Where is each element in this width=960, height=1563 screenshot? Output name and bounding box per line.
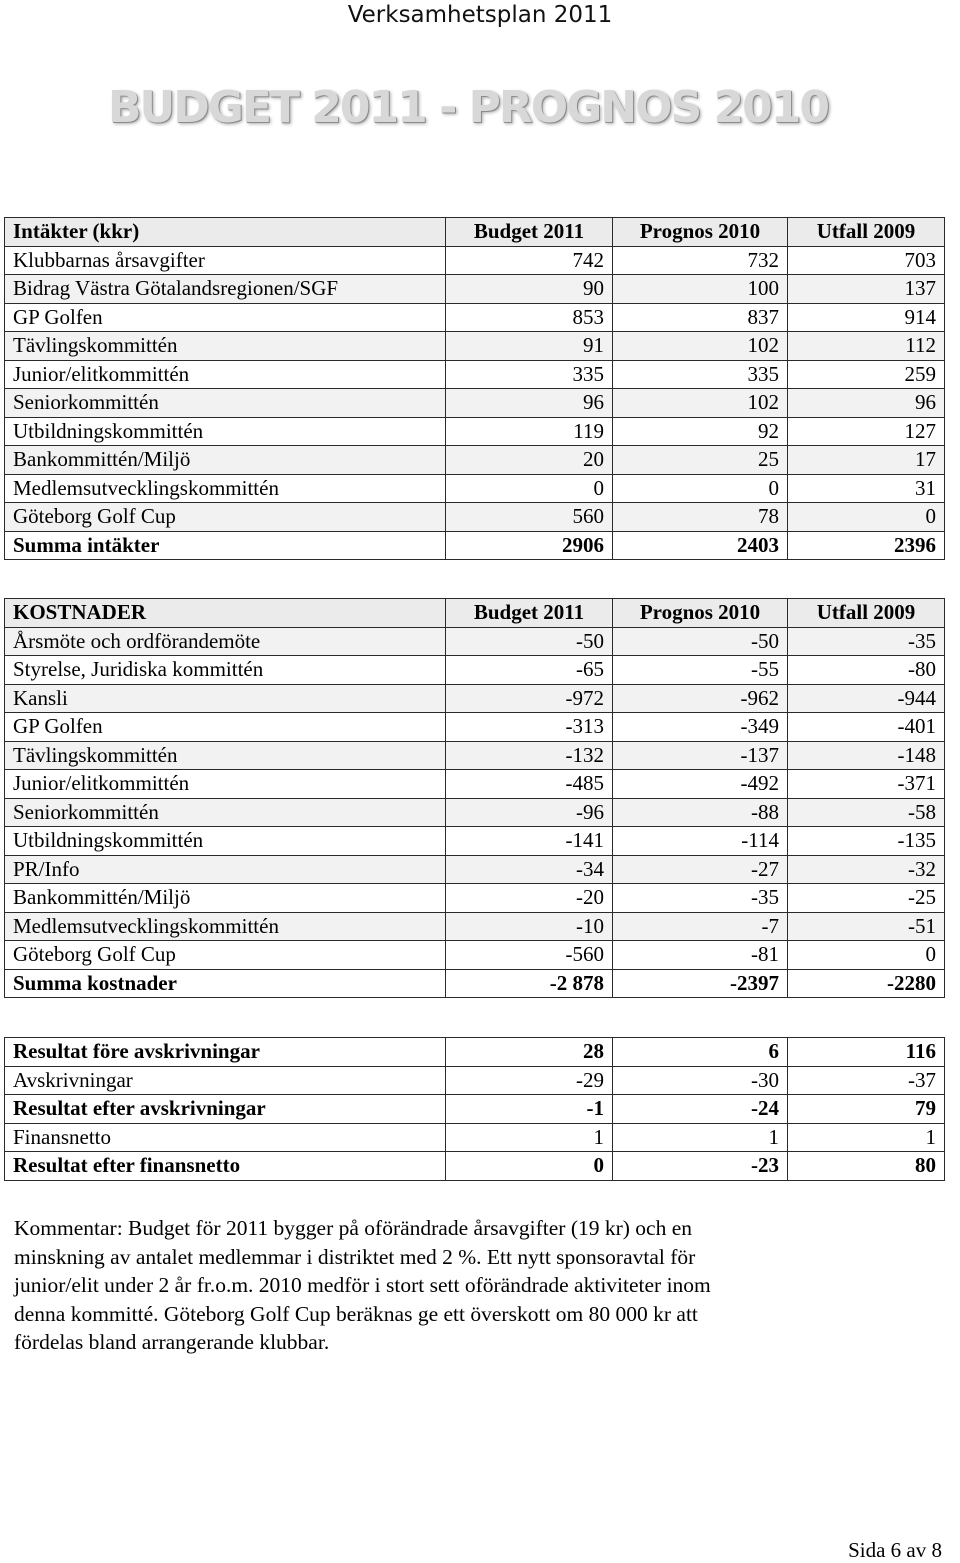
result-row: [5, 1038, 945, 1067]
row-value: 335: [446, 360, 613, 389]
row-value: Utfall 2009: [788, 218, 945, 247]
row-label: GP Golfen: [5, 713, 446, 742]
row-label: Bankommittén/Miljö: [5, 446, 446, 475]
row-value: 0: [788, 503, 945, 532]
comment-line: junior/elit under 2 år fr.o.m. 2010 medför i stort sett oförändrade aktiviteter inom: [14, 1273, 711, 1298]
row-value: -32: [788, 855, 945, 884]
row-label: Klubbarnas årsavgifter: [5, 246, 446, 275]
row-value: 2906: [446, 531, 613, 560]
row-value: -25: [788, 884, 945, 913]
row-label: Junior/elitkommittén: [5, 770, 446, 799]
row-label: Bankommittén/Miljö: [5, 884, 446, 913]
row-value: 137: [788, 275, 945, 304]
table-row: [5, 246, 945, 275]
row-value: -20: [446, 884, 613, 913]
row-value: Budget 2011: [446, 599, 613, 628]
total-row: [5, 969, 945, 998]
row-value: Budget 2011: [446, 218, 613, 247]
results-table: [4, 1037, 945, 1181]
row-value: -944: [788, 684, 945, 713]
comment-line: denna kommitté. Göteborg Golf Cup beräknas ge ett överskott om 80 000 kr att: [14, 1301, 698, 1326]
row-value: -55: [613, 656, 788, 685]
row-label: Utbildningskommittén: [5, 827, 446, 856]
page-title: BUDGET 2011 - PROGNOS 2010: [108, 82, 828, 133]
row-value: -2397: [613, 969, 788, 998]
comment-line: Kommentar: Budget för 2011 bygger på oförändrade årsavgifter (19 kr) och en: [14, 1216, 693, 1240]
row-label: Resultat efter avskrivningar: [5, 1095, 446, 1124]
row-value: 119: [446, 417, 613, 446]
row-label: Årsmöte och ordförandemöte: [5, 627, 446, 656]
row-label: KOSTNADER: [5, 599, 446, 628]
table-row: [5, 332, 945, 361]
row-label: Intäkter (kkr): [5, 218, 446, 247]
row-value: -371: [788, 770, 945, 799]
row-value: 1: [446, 1123, 613, 1152]
table-row: [5, 503, 945, 532]
row-label: Finansnetto: [5, 1123, 446, 1152]
row-value: 112: [788, 332, 945, 361]
row-value: -114: [613, 827, 788, 856]
row-label: GP Golfen: [5, 303, 446, 332]
row-value: -29: [446, 1066, 613, 1095]
row-value: 732: [613, 246, 788, 275]
row-label: Summa kostnader: [5, 969, 446, 998]
row-value: -88: [613, 798, 788, 827]
comment-line: fördelas bland arrangerande klubbar.: [14, 1330, 330, 1355]
row-value: 0: [613, 474, 788, 503]
row-value: 102: [613, 389, 788, 418]
row-value: -35: [613, 884, 788, 913]
row-value: 78: [613, 503, 788, 532]
row-label: Resultat efter finansnetto: [5, 1152, 446, 1181]
row-value: 31: [788, 474, 945, 503]
row-value: 28: [446, 1038, 613, 1067]
table-row: [5, 827, 945, 856]
row-label: Seniorkommittén: [5, 798, 446, 827]
row-value: -132: [446, 741, 613, 770]
table-row: [5, 912, 945, 941]
row-value: 100: [613, 275, 788, 304]
row-value: -96: [446, 798, 613, 827]
row-value: 127: [788, 417, 945, 446]
row-value: -485: [446, 770, 613, 799]
table-row: [5, 656, 945, 685]
row-value: -1: [446, 1095, 613, 1124]
row-value: -37: [788, 1066, 945, 1095]
row-value: 91: [446, 332, 613, 361]
table-row: [5, 798, 945, 827]
row-value: -349: [613, 713, 788, 742]
row-value: Prognos 2010: [613, 599, 788, 628]
row-label: Junior/elitkommittén: [5, 360, 446, 389]
row-value: -34: [446, 855, 613, 884]
row-value: -65: [446, 656, 613, 685]
row-value: -10: [446, 912, 613, 941]
row-value: 92: [613, 417, 788, 446]
row-value: 742: [446, 246, 613, 275]
row-value: -313: [446, 713, 613, 742]
table-row: [5, 884, 945, 913]
row-value: Prognos 2010: [613, 218, 788, 247]
row-value: -81: [613, 941, 788, 970]
table-row: [5, 941, 945, 970]
row-value: -148: [788, 741, 945, 770]
row-value: -972: [446, 684, 613, 713]
row-label: Seniorkommittén: [5, 389, 446, 418]
row-value: -51: [788, 912, 945, 941]
row-value: -2 878: [446, 969, 613, 998]
row-value: 17: [788, 446, 945, 475]
row-label: Styrelse, Juridiska kommittén: [5, 656, 446, 685]
row-value: 2396: [788, 531, 945, 560]
row-value: -401: [788, 713, 945, 742]
row-label: Bidrag Västra Götalandsregionen/SGF: [5, 275, 446, 304]
row-label: Resultat före avskrivningar: [5, 1038, 446, 1067]
row-label: Utbildningskommittén: [5, 417, 446, 446]
row-value: 560: [446, 503, 613, 532]
row-value: 116: [788, 1038, 945, 1067]
costs-table: [4, 598, 945, 998]
row-value: 0: [788, 941, 945, 970]
table-row: [5, 389, 945, 418]
table-row: [5, 474, 945, 503]
row-value: 6: [613, 1038, 788, 1067]
table-row: [5, 446, 945, 475]
row-label: Kansli: [5, 684, 446, 713]
table-row: [5, 741, 945, 770]
row-value: 25: [613, 446, 788, 475]
result-row: [5, 1095, 945, 1124]
row-value: 2403: [613, 531, 788, 560]
row-value: -30: [613, 1066, 788, 1095]
row-value: -35: [788, 627, 945, 656]
table-row: [5, 303, 945, 332]
row-label: Summa intäkter: [5, 531, 446, 560]
table-row: [5, 360, 945, 389]
row-value: -2280: [788, 969, 945, 998]
row-value: 837: [613, 303, 788, 332]
running-header: Verksamhetsplan 2011: [347, 2, 613, 28]
row-value: 1: [613, 1123, 788, 1152]
table-row: [5, 417, 945, 446]
row-label: Göteborg Golf Cup: [5, 941, 446, 970]
row-value: -135: [788, 827, 945, 856]
row-value: 853: [446, 303, 613, 332]
row-value: 703: [788, 246, 945, 275]
table-row: [5, 684, 945, 713]
page-number: Sida 6 av 8: [848, 1538, 942, 1562]
row-value: 96: [788, 389, 945, 418]
table-row: [5, 855, 945, 884]
income-table: [4, 217, 945, 560]
row-value: -560: [446, 941, 613, 970]
row-value: -27: [613, 855, 788, 884]
row-value: 20: [446, 446, 613, 475]
row-value: -137: [613, 741, 788, 770]
table-row: [5, 627, 945, 656]
row-value: 1: [788, 1123, 945, 1152]
row-value: -492: [613, 770, 788, 799]
row-value: 102: [613, 332, 788, 361]
header-row: [5, 599, 945, 628]
row-value: 259: [788, 360, 945, 389]
row-value: -58: [788, 798, 945, 827]
row-value: 79: [788, 1095, 945, 1124]
row-value: -962: [613, 684, 788, 713]
row-value: 96: [446, 389, 613, 418]
row-value: -7: [613, 912, 788, 941]
row-value: 914: [788, 303, 945, 332]
table-row: [5, 713, 945, 742]
row-value: 90: [446, 275, 613, 304]
total-row: [5, 531, 945, 560]
row-label: Medlemsutvecklingskommittén: [5, 912, 446, 941]
row-label: Medlemsutvecklingskommittén: [5, 474, 446, 503]
row-label: Tävlingskommittén: [5, 741, 446, 770]
table-row: [5, 275, 945, 304]
comment-paragraph: [14, 1214, 814, 1357]
header-row: [5, 218, 945, 247]
row-label: Tävlingskommittén: [5, 332, 446, 361]
comment-line: minskning av antalet medlemmar i distriktet med 2 %. Ett nytt sponsoravtal för: [14, 1244, 696, 1269]
row-value: -80: [788, 656, 945, 685]
row-label: PR/Info: [5, 855, 446, 884]
row-value: -141: [446, 827, 613, 856]
result-row: [5, 1123, 945, 1152]
result-row: [5, 1066, 945, 1095]
row-value: 0: [446, 1152, 613, 1181]
result-row: [5, 1152, 945, 1181]
row-value: Utfall 2009: [788, 599, 945, 628]
row-value: 0: [446, 474, 613, 503]
table-row: [5, 770, 945, 799]
row-value: 335: [613, 360, 788, 389]
row-value: -50: [446, 627, 613, 656]
row-label: Göteborg Golf Cup: [5, 503, 446, 532]
row-value: -50: [613, 627, 788, 656]
row-value: -23: [613, 1152, 788, 1181]
row-label: Avskrivningar: [5, 1066, 446, 1095]
row-value: -24: [613, 1095, 788, 1124]
row-value: 80: [788, 1152, 945, 1181]
